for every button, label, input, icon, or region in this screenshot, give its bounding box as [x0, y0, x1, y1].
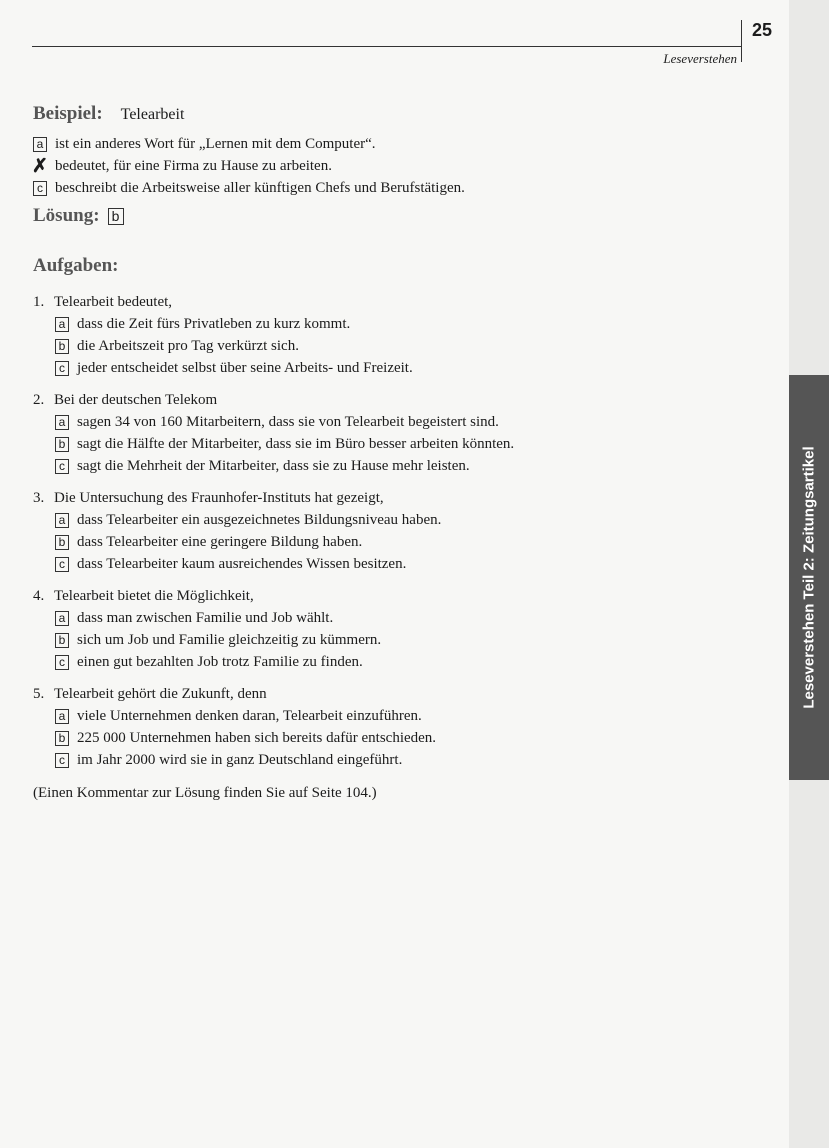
option-box: c [55, 557, 69, 572]
task-options [33, 313, 773, 379]
task-option-c [55, 749, 773, 771]
task-options [33, 509, 773, 575]
option-text: beschreibt die Arbeitsweise aller künftigen Chefs und Berufstätigen. [55, 180, 465, 196]
option-box: a [55, 611, 69, 626]
task-option-b [55, 335, 773, 357]
option-text: einen gut bezahlten Job trotz Familie zu finden. [77, 654, 363, 670]
option-box: b [55, 731, 69, 746]
task-question [33, 291, 773, 313]
option-box: b [55, 339, 69, 354]
option-box: a [55, 317, 69, 332]
option-text: dass Telearbeiter ein ausgezeichnetes Bildungsniveau haben. [77, 512, 442, 528]
section-side-tab [789, 375, 829, 780]
task-number: 1. [33, 294, 45, 310]
task-question [33, 389, 773, 411]
task-number: 4. [33, 588, 45, 604]
solution-box: b [108, 208, 124, 225]
solution-heading: Lösung: [33, 205, 100, 226]
option-text: die Arbeitszeit pro Tag verkürzt sich. [77, 338, 299, 354]
task-question-text: Telearbeit gehört die Zukunft, denn [54, 686, 267, 702]
task-option-c [55, 357, 773, 379]
option-text: sagt die Mehrheit der Mitarbeiter, dass sie zu Hause mehr leisten. [77, 458, 470, 474]
task-option-a [55, 509, 773, 531]
task-5 [33, 683, 773, 771]
task-question [33, 487, 773, 509]
task-number: 5. [33, 686, 45, 702]
task-1 [33, 291, 773, 379]
task-2 [33, 389, 773, 477]
option-text: sagt die Hälfte der Mitarbeiter, dass sie im Büro besser arbeiten könnten. [77, 436, 515, 452]
option-box: c [55, 753, 69, 768]
footnote: (Einen Kommentar zur Lösung finden Sie auf Seite 104.) [33, 785, 377, 801]
task-list [33, 291, 773, 771]
option-text: im Jahr 2000 wird sie in ganz Deutschland eingeführt. [77, 752, 403, 768]
page-number: 25 [752, 20, 773, 40]
example-option-a [33, 133, 773, 155]
option-box: c [55, 655, 69, 670]
task-number: 2. [33, 392, 45, 408]
task-question-text: Telearbeit bedeutet, [54, 294, 173, 310]
task-option-b [55, 629, 773, 651]
running-title: Leseverstehen [663, 51, 737, 66]
task-question-text: Die Untersuchung des Fraunhofer-Instituts hat gezeigt, [54, 490, 384, 506]
task-option-c [55, 553, 773, 575]
example-heading-row [33, 103, 773, 125]
example-heading: Beispiel: [33, 103, 103, 124]
task-question [33, 683, 773, 705]
option-box: a [33, 137, 47, 152]
task-3 [33, 487, 773, 575]
task-option-c [55, 455, 773, 477]
option-box: a [55, 415, 69, 430]
task-option-b [55, 727, 773, 749]
task-option-c [55, 651, 773, 673]
example-options [33, 133, 773, 199]
example-word: Telearbeit [120, 106, 185, 123]
task-option-b [55, 433, 773, 455]
option-text: dass Telearbeiter eine geringere Bildung haben. [77, 534, 363, 550]
solution-row [33, 205, 773, 227]
option-text: jeder entscheidet selbst über seine Arbeits- und Freizeit. [77, 360, 413, 376]
example-option-b [33, 155, 773, 177]
option-box: b [55, 633, 69, 648]
task-options [33, 411, 773, 477]
task-4 [33, 585, 773, 673]
task-option-a [55, 607, 773, 629]
side-tab-label: Leseverstehen Teil 2: Zeitungsartikel [800, 446, 818, 709]
option-text: sagen 34 von 160 Mitarbeitern, dass sie von Telearbeit begeistert sind. [77, 414, 499, 430]
option-text: ist ein anderes Wort für „Lernen mit dem Computer“. [55, 136, 376, 152]
header-vertical-rule [741, 20, 742, 62]
header-rule [32, 46, 742, 47]
option-text: sich um Job und Familie gleichzeitig zu kümmern. [77, 632, 382, 648]
task-option-a [55, 411, 773, 433]
option-box: a [55, 513, 69, 528]
option-box: b [55, 437, 69, 452]
option-text: 225 000 Unternehmen haben sich bereits dafür entschieden. [77, 730, 437, 746]
task-options [33, 705, 773, 771]
task-option-b [55, 531, 773, 553]
option-box: c [55, 459, 69, 474]
option-box: c [55, 361, 69, 376]
side-strip-bottom [789, 780, 829, 1148]
task-question-text: Bei der deutschen Telekom [54, 392, 218, 408]
option-box: b [55, 535, 69, 550]
task-options [33, 607, 773, 673]
task-option-a [55, 705, 773, 727]
option-text: dass Telearbeiter kaum ausreichendes Wissen besitzen. [77, 556, 407, 572]
task-question-text: Telearbeit bietet die Möglichkeit, [54, 588, 254, 604]
tasks-heading: Aufgaben: [33, 255, 119, 276]
side-strip-top [789, 0, 829, 375]
task-question [33, 585, 773, 607]
example-option-c [33, 177, 773, 199]
task-number: 3. [33, 490, 45, 506]
crossed-checkbox-icon: ✗ [32, 155, 48, 177]
option-text: bedeutet, für eine Firma zu Hause zu arbeiten. [55, 158, 332, 174]
task-option-a [55, 313, 773, 335]
option-text: dass die Zeit fürs Privatleben zu kurz kommt. [77, 316, 351, 332]
option-box: a [55, 709, 69, 724]
page-content [33, 103, 773, 802]
option-text: viele Unternehmen denken daran, Telearbeit einzuführen. [77, 708, 422, 724]
option-text: dass man zwischen Familie und Job wählt. [77, 610, 334, 626]
option-box: c [33, 181, 47, 196]
